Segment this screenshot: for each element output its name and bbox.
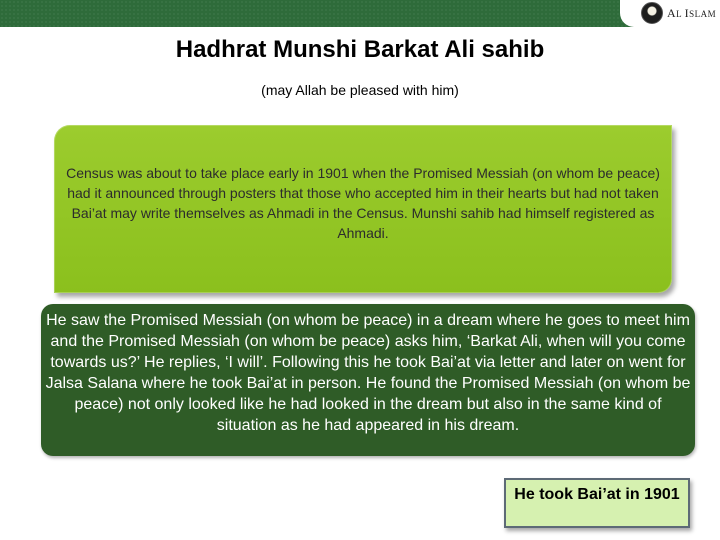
logo-text: AL ISLAM — [667, 6, 717, 20]
baiat-note-box — [504, 478, 690, 528]
census-text: Census was about to take place early in 1901 when the Promised Messiah (on whom be peace) had it announced through posters that those who accepted him in their hearts but had not taken Bai’at may write themselves as Ahmadi in the Census. Munshi sahib had himself registered as Ahmadi. — [66, 165, 660, 241]
al-islam-emblem-icon — [641, 2, 663, 24]
baiat-note-text: He took Bai’at in 1901 — [514, 486, 680, 503]
slide-title: Hadhrat Munshi Barkat Ali sahib — [175, 36, 545, 63]
census-text-box — [54, 125, 672, 293]
dream-text-box — [41, 304, 695, 456]
logo — [620, 0, 720, 27]
slide-subtitle: (may Allah be pleased with him) — [261, 82, 459, 98]
top-header-band — [0, 0, 720, 27]
dream-text: He saw the Promised Messiah (on whom be peace) in a dream where he goes to meet him and the Promised Messiah (on whom be peace) asks him, ‘Barkat Ali, when will you come towards us?’ He replies, ‘I will’. Following this he took Bai’at via letter and later on went for Jalsa Salana where he took Bai’at in person. He found the Promised Messiah (on whom be peace) not only looked like he had looked in the dream but also in the same kind of situation as he had appeared in his dream. — [45, 312, 691, 434]
